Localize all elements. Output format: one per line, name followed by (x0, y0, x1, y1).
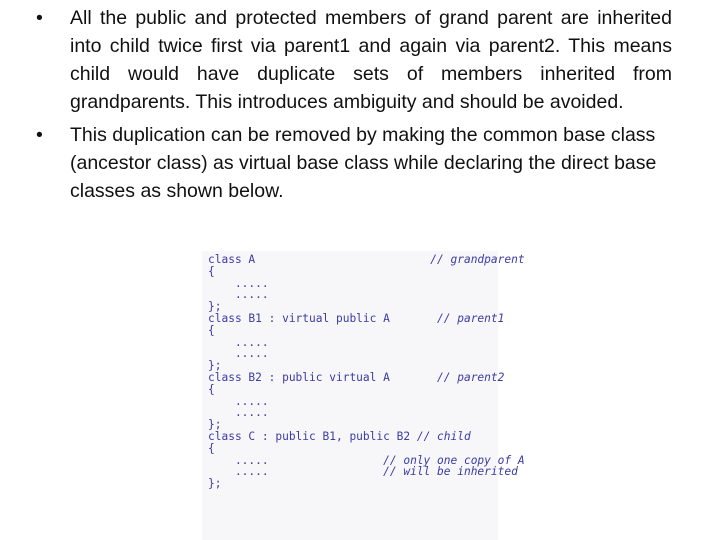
code-line (208, 311, 505, 325)
code-comment: // will be inherited (383, 465, 518, 479)
code-text: ..... (208, 276, 269, 290)
code-text: { (208, 382, 215, 396)
bullet-text: This duplication can be removed by making the common base class (ancestor class) as virtual base class while declaring the direct base classes as shown below. (70, 124, 657, 202)
code-text: class B2 : public virtual A (208, 370, 390, 384)
code-comment: // parent2 (437, 370, 505, 384)
code-line (208, 407, 498, 419)
code-line (208, 370, 505, 384)
code-line (208, 465, 518, 479)
code-comment: // parent1 (437, 311, 505, 325)
code-line (208, 348, 498, 360)
bullet-item-inheritance (36, 4, 672, 116)
code-snippet-image (202, 251, 525, 540)
code-text: }; (208, 300, 222, 314)
code-text: ..... (208, 288, 269, 302)
code-text: class C : public B1, public B2 (208, 429, 411, 443)
bullet-marker: • (36, 7, 43, 29)
code-line (208, 431, 498, 443)
code-comment: // grandparent (430, 253, 525, 266)
code-text: { (208, 264, 215, 278)
code-text: class A (208, 253, 256, 266)
code-text: }; (208, 477, 222, 491)
code-text: ..... (208, 335, 269, 349)
code-block (202, 251, 525, 491)
code-line (208, 478, 498, 490)
code-text: class B1 : virtual public A (208, 311, 390, 325)
code-text: ..... (208, 406, 269, 420)
code-text: { (208, 323, 215, 337)
bullet-marker: • (36, 124, 43, 146)
bullet-item-virtual-base (36, 121, 672, 205)
code-line (208, 289, 498, 301)
bullet-text: All the public and protected members of grand parent are inherited into child twice first via parent1 and again via parent2. This means child would have duplicate sets of members inherited from grandparents. This introduces ambiguity and should be avoided. (70, 7, 672, 113)
code-text: }; (208, 418, 222, 432)
code-text: ..... (208, 347, 269, 361)
code-comment: // child (416, 429, 471, 443)
code-text: }; (208, 359, 222, 373)
code-line (208, 253, 525, 266)
code-text: ..... (208, 453, 269, 467)
code-comment: // only one copy of A (383, 453, 525, 467)
code-text: ..... (208, 394, 269, 408)
code-text: { (208, 441, 215, 455)
bullet-list (36, 4, 672, 205)
code-text: ..... (208, 465, 269, 479)
